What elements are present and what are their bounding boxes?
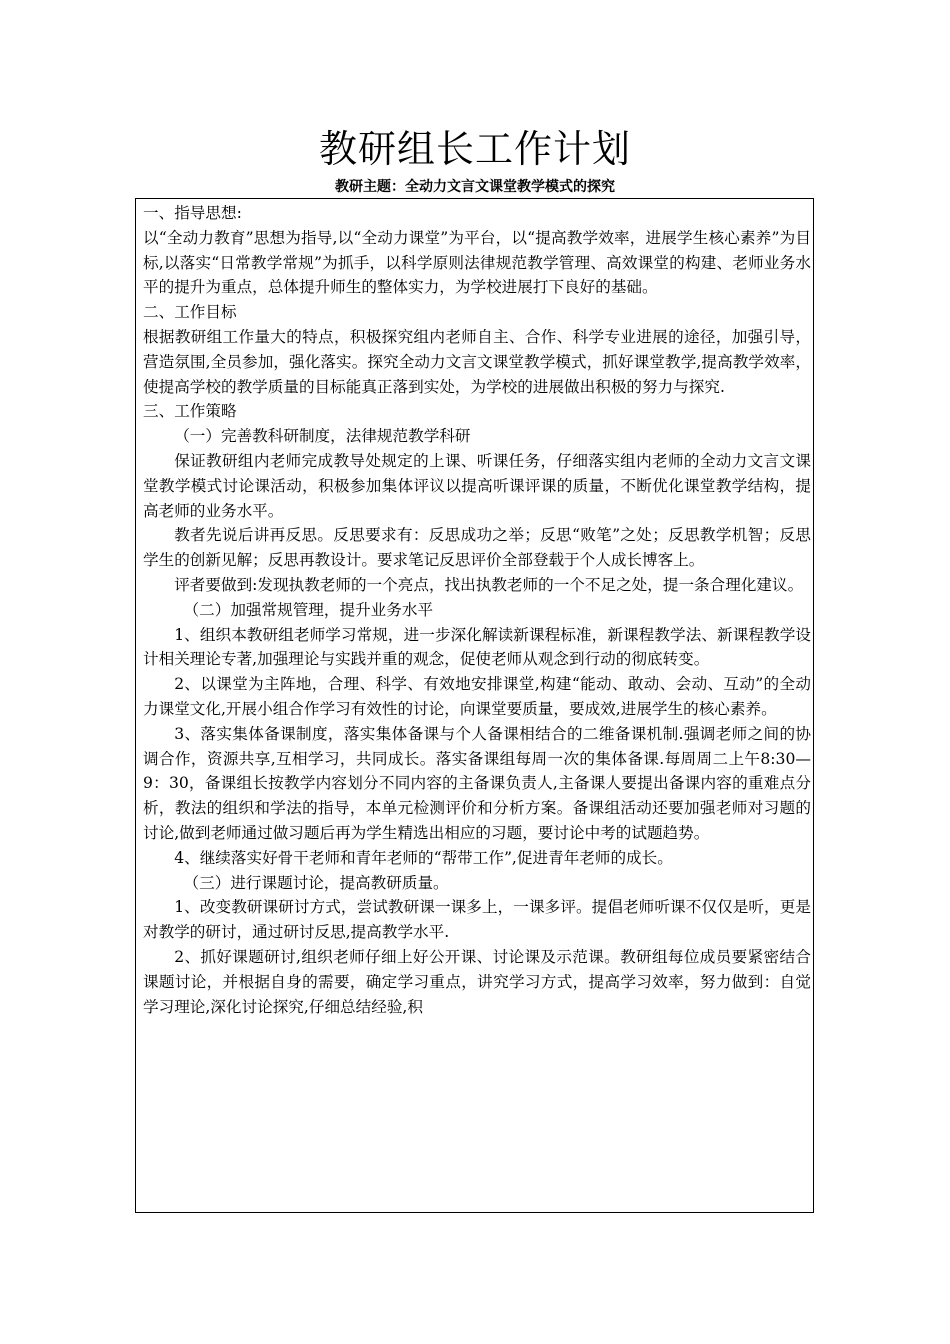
subsection-heading-3: （三）进行课题讨论，提高教研质量。 (183, 873, 449, 892)
section-body-work-goals: 根据教研组工作量大的特点，积极探究组内老师自主、合作、科学专业进展的途径，加强引导，营造氛围,全员参加，强化落实。探究全动力文言文课堂教学模式，抓好课堂教学,提高教学效率，使提高学校的教学质量的目标能真正落到实处，为学校的进展做出积极的努力与探究. (143, 327, 811, 396)
paragraph: 评者要做到:发现执教老师的一个亮点，找出执教老师的一个不足之处，提一条合理化建议。 (174, 575, 804, 594)
paragraph: 4、继续落实好骨干老师和青年老师的“帮带工作”,促进青年老师的成长。 (174, 848, 673, 867)
section-heading-work-strategy: 三、工作策略 (143, 402, 237, 421)
paragraph: 2、抓好课题研讨,组织老师仔细上好公开课、讨论课及示范课。教研组每位成员要紧密结合课题讨论，并根据自身的需要，确定学习重点，讲究学习方式，提高学习效率，努力做到：自觉学习理论,深化讨论探究,仔细总结经验,积 (143, 947, 811, 1016)
section-heading-guiding-thought: 一、指导思想: (143, 204, 242, 222)
paragraph: 1、组织本教研组老师学习常规，进一步深化解读新课程标准，新课程教学法、新课程教学设计相关理论专著,加强理论与实践并重的观念，促使老师从观念到行动的彻底转变。 (143, 625, 811, 669)
paragraph: 2、以课堂为主阵地，合理、科学、有效地安排课堂,构建“能动、敢动、会动、互动”的全动力课堂文化,开展小组合作学习有效性的讨论，向课堂要质量，要成效,进展学生的核心素养。 (143, 675, 811, 718)
paragraph: 1、改变教研课研讨方式，尝试教研课一课多上，一课多评。提倡老师听课不仅仅是听，更是对教学的研讨，通过研讨反思,提高教学水平. (143, 898, 811, 942)
paragraph: 保证教研组内老师完成教导处规定的上课、听课任务，仔细落实组内老师的全动力文言文课堂教学模式讨论课活动，积极参加集体评议以提高听课评课的质量，不断优化课堂教学结构，提高老师的业务水平。 (143, 451, 811, 520)
paragraph: 教者先说后讲再反思。反思要求有：反思成功之举；反思“败笔”之处；反思教学机智；反思学生的创新见解；反思再教设计。要求笔记反思评价全部登载于个人成长博客上。 (143, 526, 811, 570)
document-subtitle: 教研主题：全动力文言文课堂教学模式的探究 (335, 179, 615, 195)
subsection-heading-2: （二）加强常规管理，提升业务水平 (183, 600, 434, 619)
section-body-guiding-thought: 以“全动力教育”思想为指导,以“全动力课堂”为平台，以“提高教学效率，进展学生核心素养”为目标,以落实“日常教学常规”为抓手，以科学原则法律规范教学管理、高效课堂的构建、老师业务水平的提升为重点，总体提升师生的整体实力，为学校进展打下良好的基础。 (143, 228, 811, 297)
document-title: 教研组长工作计划 (318, 127, 631, 171)
content-body (143, 201, 811, 1019)
section-heading-work-goals: 二、工作目标 (143, 303, 237, 322)
subsection-heading-1: （一）完善教科研制度，法律规范教学科研 (174, 427, 471, 446)
paragraph: 3、落实集体备课制度，落实集体备课与个人备课相结合的二维备课机制.强调老师之间的协调合作，资源共享,互相学习，共同成长。落实备课组每周一次的集体备课.每周周二上午8:30—9：30，备课组长按教学内容划分不同内容的主备课负责人,主备课人要提出备课内容的重难点分析，教法的组织和学法的指导，本单元检测评价和分析方案。备课组活动还要加强老师对习题的讨论,做到老师通过做习题后再为学生精选出相应的习题，要讨论中考的试题趋势。 (143, 724, 811, 842)
content-frame (135, 198, 814, 1213)
